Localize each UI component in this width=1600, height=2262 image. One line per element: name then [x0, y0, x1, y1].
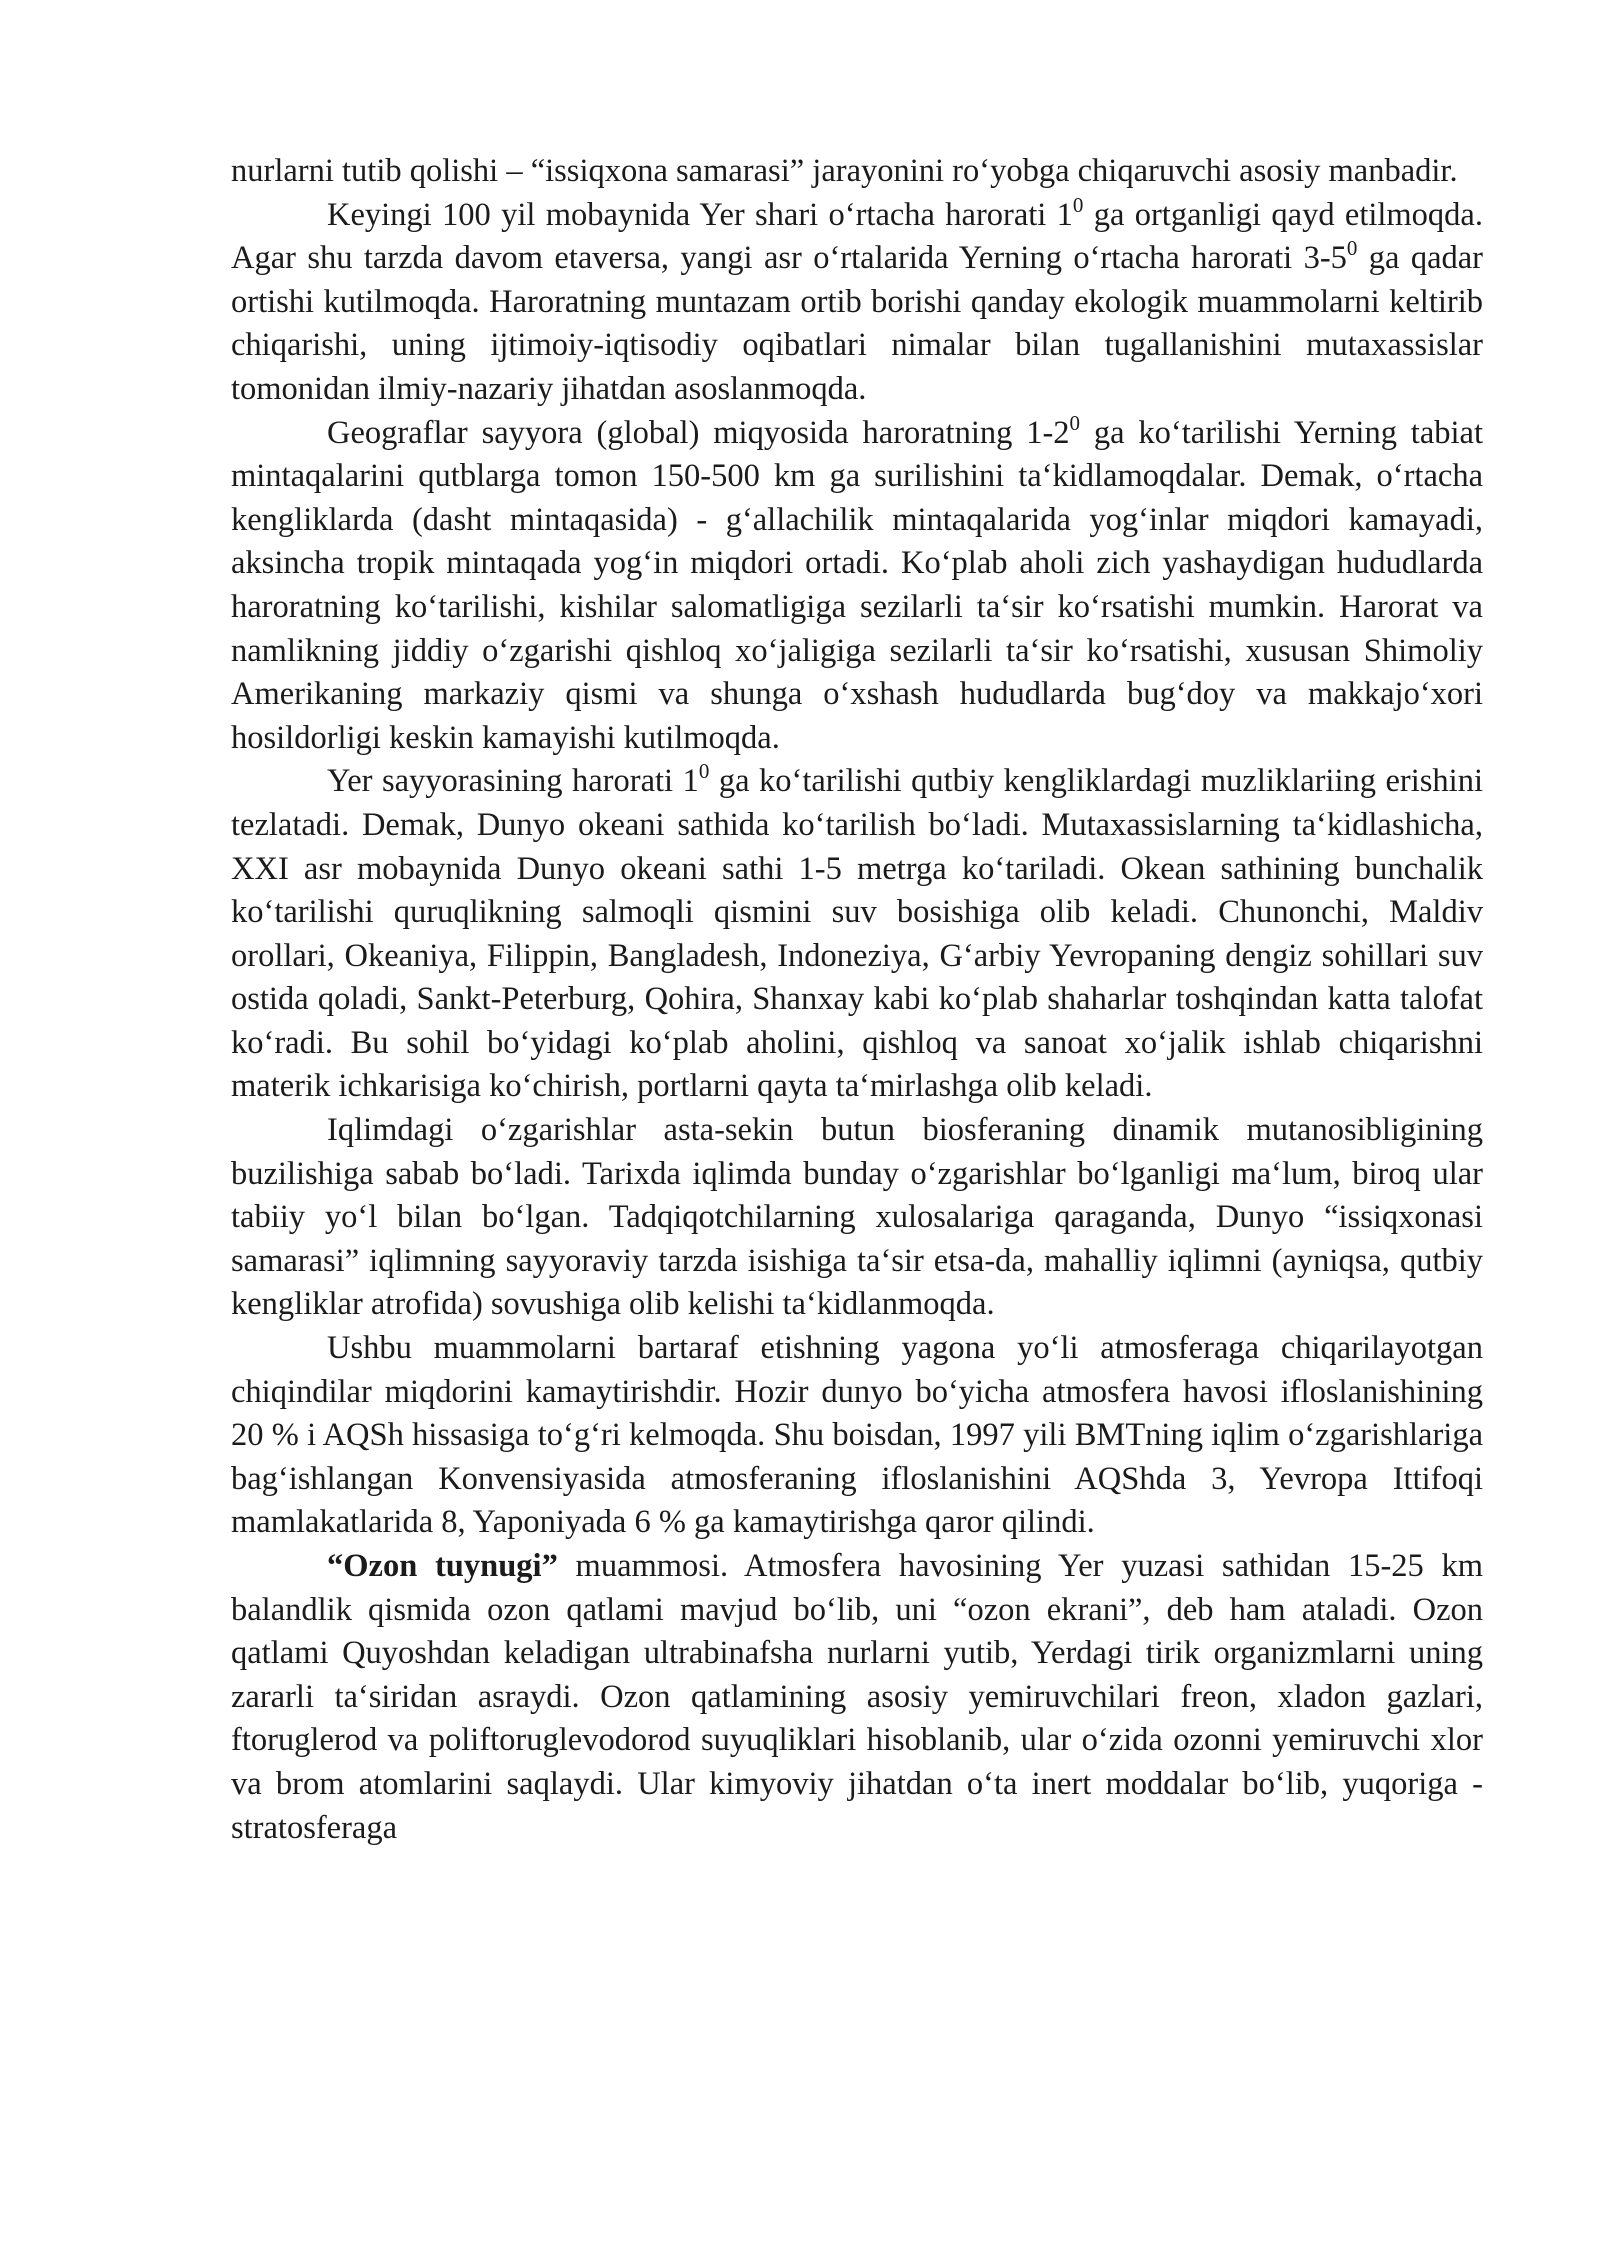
paragraph-4-text-b: ga ko‘tarilishi qutbiy kengliklardagi muzliklariing erishini tezlatadi. Demak, Dunyo okeani sathida ko‘tarilish bo‘ladi. Mutaxassislarning ta‘kidlashicha, XXI asr mobaynida Dunyo okeani sathi 1-5 metrga ko‘tariladi. Okean sathining bunchalik ko‘tarilishi quruqlikning salmoqli qismini suv bosishiga olib keladi. Chunonchi, Maldiv orollari, Okeaniya, Filippin, Bangladesh, Indoneziya, G‘arbiy Yevropaning dengiz sohillari suv ostida qoladi, Sankt-Peterburg, Qohira, Shanxay kabi ko‘plab shaharlar toshqindan katta talofat ko‘radi. Bu sohil bo‘yidagi ko‘plab aholini, qishloq va sanoat xo‘jalik ishlab chiqarishni materik ichkarisiga ko‘chirish, portlarni qayta ta‘mirlashga olib keladi.	[231, 763, 1483, 1105]
paragraph-6-text: Ushbu muammolarni bartaraf etishning yagona yo‘li atmosferaga chiqarilayotgan chiqindilar miqdorini kamaytirishdir. Hozir dunyo bo‘yicha atmosfera havosi ifloslanishining 20 % i AQSh hissasiga to‘g‘ri kelmoqda. Shu boisdan, 1997 yili BMTning iqlim o‘zgarishlariga bag‘ishlangan Konvensiyasida atmosferaning ifloslanishini AQShda 3, Yevropa Ittifoqi mamlakatlarida 8, Yaponiyada 6 % ga kamaytirishga qaror qilindi.	[231, 1330, 1483, 1541]
paragraph-4	[231, 760, 1483, 1109]
degree-superscript: 0	[1069, 410, 1081, 435]
section-heading-ozone-hole: “Ozon tuynugi”	[327, 1548, 558, 1584]
degree-superscript: 0	[1346, 236, 1358, 261]
document-page	[231, 150, 1483, 1850]
paragraph-6	[231, 1327, 1483, 1545]
paragraph-4-text-a: Yer sayyorasining harorati 1	[327, 763, 699, 800]
paragraph-3	[231, 412, 1483, 761]
degree-superscript: 0	[698, 759, 710, 784]
degree-superscript: 0	[1072, 192, 1084, 217]
paragraph-2-text-c: ga qadar ortishi kutilmoqda. Haroratning muntazam ortib borishi qanday ekologik muammolarni keltirib chiqarishi, uning ijtimoiy-iqtisodiy oqibatlari nimalar bilan tugallanishini mutaxassislar tomonidan ilmiy-nazariy jihatdan asoslanmoqda.	[231, 240, 1483, 407]
paragraph-5-text: Iqlimdagi o‘zgarishlar asta-sekin butun biosferaning dinamik mutanosibligining buzilishiga sabab bo‘ladi. Tarixda iqlimda bunday o‘zgarishlar bo‘lganligi ma‘lum, biroq ular tabiiy yo‘l bilan bo‘lgan. Tadqiqotchilarning xulosalariga qaraganda, Dunyo “issiqxonasi samarasi” iqlimning sayyoraviy tarzda isishiga ta‘sir etsa-da, mahalliy iqlimni (ayniqsa, qutbiy kengliklar atrofida) sovushiga olib kelishi ta‘kidlanmoqda.	[231, 1112, 1483, 1323]
paragraph-3-text-a: Geograflar sayyora (global) miqyosida haroratning 1-2	[327, 414, 1070, 451]
paragraph-3-text-b: ga ko‘tarilishi Yerning tabiat mintaqalarini qutblarga tomon 150-500 km ga surilishini ta‘kidlamoqdalar. Demak, o‘rtacha kengliklarda (dasht mintaqasida) - g‘allachilik mintaqalarida yog‘inlar miqdori kamayadi, aksincha tropik mintaqada yog‘in miqdori ortadi. Ko‘plab aholi zich yashaydigan hududlarda haroratning ko‘tarilishi, kishilar salomatligiga sezilarli ta‘sir ko‘rsatishi mumkin. Harorat va namlikning jiddiy o‘zgarishi qishloq xo‘jaligiga sezilarli ta‘sir ko‘rsatishi, xususan Shimoliy Amerikaning markaziy qismi va shunga o‘xshash hududlarda bug‘doy va makkajo‘xori hosildorligi keskin kamayishi kutilmoqda.	[231, 414, 1483, 756]
paragraph-5	[231, 1109, 1483, 1327]
paragraph-2-text-b: ga ortganligi qayd etilmoqda. Agar shu tarzda davom etaversa, yangi asr o‘rtalarida Yerning o‘rtacha harorati 3-5	[231, 196, 1483, 277]
paragraph-7	[231, 1545, 1483, 1850]
paragraph-2	[231, 194, 1483, 412]
paragraph-7-text: muammosi. Atmosfera havosining Yer yuzasi sathidan 15-25 km balandlik qismida ozon qatlami mavjud bo‘lib, uni “ozon ekrani”, deb ham ataladi. Ozon qatlami Quyoshdan keladigan ultrabinafsha nurlarni yutib, Yerdagi tirik organizmlarni uning zararli ta‘siridan asraydi. Ozon qatlamining asosiy yemiruvchilari freon, xladon gazlari, ftoruglerod va poliftoruglevodorod suyuqliklari hisoblanib, ular o‘zida ozonni yemiruvchi xlor va brom atomlarini saqlaydi. Ular kimyoviy jihatdan o‘ta inert moddalar bo‘lib, yuqoriga - stratosferaga	[231, 1548, 1484, 1846]
paragraph-1-text: nurlarni tutib qolishi – “issiqxona samarasi” jarayonini ro‘yobga chiqaruvchi asosiy manbadir.	[231, 153, 1458, 189]
paragraph-1	[231, 150, 1483, 194]
paragraph-2-text-a: Keyingi 100 yil mobaynida Yer shari o‘rtacha harorati 1	[327, 196, 1073, 233]
